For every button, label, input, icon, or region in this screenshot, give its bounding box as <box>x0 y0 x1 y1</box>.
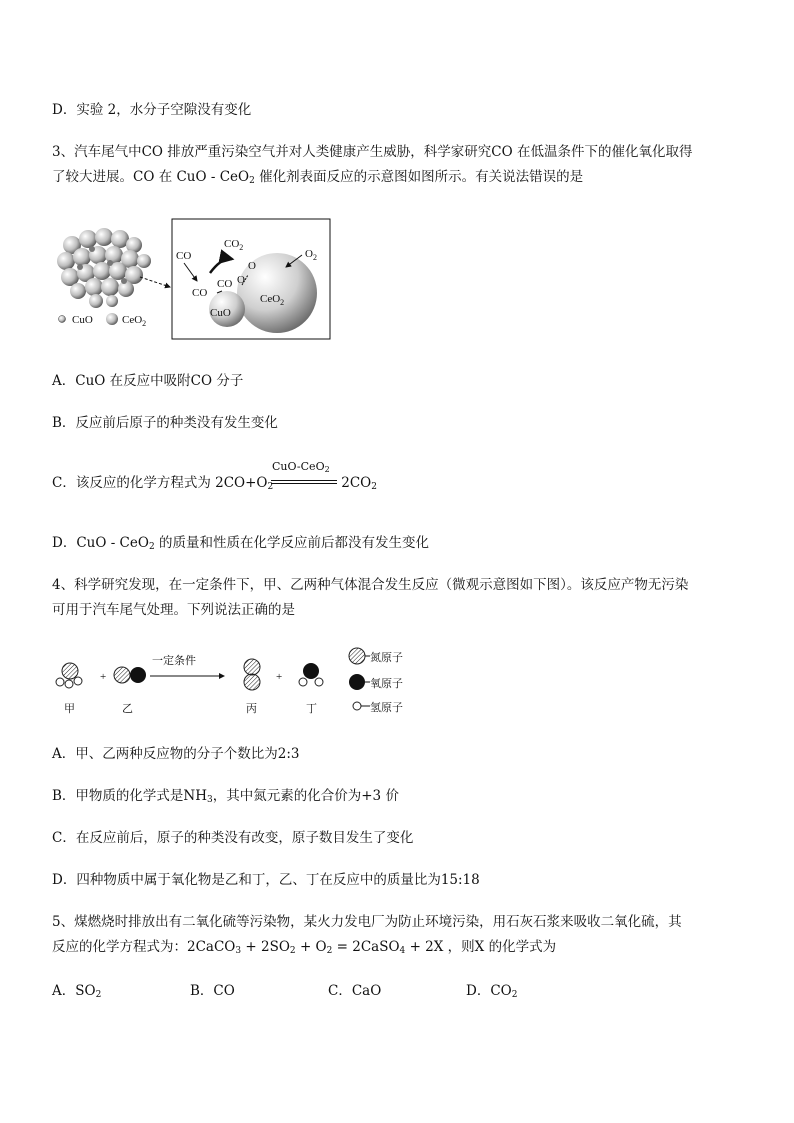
q3-equals-line <box>271 480 337 484</box>
svg-text:+: + <box>100 671 107 683</box>
q4-option-a: A．甲、乙两种反应物的分子个数比为2:3 <box>52 746 300 762</box>
svg-text:氮原子: 氮原子 <box>370 652 403 664</box>
ceo2-legend-icon <box>106 313 118 325</box>
q2-option-d: D．实验 2，水分子空隙没有变化 <box>52 102 252 118</box>
o2-label: $O_2$ <box>305 248 317 262</box>
svg-text:CuO: CuO <box>210 307 231 319</box>
q4-stem-line2: 可用于汽车尾气处理。下列说法正确的是 <box>52 602 295 618</box>
q3-stem-line1: 3、汽车尾气中CO 排放严重污染空气并对人类健康产生威胁，科学家研究CO 在低温条件下的催化氧化取得 <box>52 144 693 160</box>
co2-label: $CO_2$ <box>224 238 244 252</box>
q5-choice-c: C．CaO <box>328 983 382 999</box>
o-label-1: O <box>237 274 245 286</box>
q3-option-d: D．CuO - CeO2 的质量和性质在化学反应前后都没有发生变化 <box>52 535 429 552</box>
oxygen-atom-icon <box>349 674 365 690</box>
q4-option-b: B．甲物质的化学式是NH3，其中氮元素的化合价为+3 价 <box>52 788 399 805</box>
molecule-ding <box>299 663 323 686</box>
q3-option-a: A．CuO 在反应中吸附CO 分子 <box>52 373 244 389</box>
nitrogen-atom-icon <box>349 648 365 664</box>
catalyst-diagram <box>52 215 332 345</box>
svg-text:氢原子: 氢原子 <box>370 702 403 714</box>
svg-text:氧原子: 氧原子 <box>370 678 403 690</box>
q3-option-c: C．该反应的化学方程式为 2CO+O2 2CO2 <box>52 475 377 492</box>
q4-option-c: C．在反应前后，原子的种类没有改变，原子数目发生了变化 <box>52 830 414 846</box>
svg-text:+: + <box>276 671 283 683</box>
q5-choice-a: A．SO2 <box>52 983 102 1000</box>
q5-choice-d: D．CO2 <box>466 983 518 1000</box>
co-label-3: CO <box>217 278 233 290</box>
cuo-legend-label: CuO <box>72 314 93 326</box>
svg-text:CeO2: CeO$_2$ <box>260 293 285 307</box>
co-label-2: CO <box>192 287 208 299</box>
q4-stem-line1: 4、科学研究发现，在一定条件下，甲、乙两种气体混合发生反应（微观示意图如下图）。该反应产物无污染 <box>52 577 689 593</box>
q4-option-d: D．四种物质中属于氧化物是乙和丁，乙、丁在反应中的质量比为15:18 <box>52 872 480 888</box>
particle-cluster <box>57 228 151 308</box>
molecule-jia <box>56 663 82 688</box>
ceo2-legend-label: CeO$_2$ <box>122 314 147 328</box>
o-label-2: O <box>248 260 256 272</box>
molecule-bing <box>244 659 260 690</box>
label-ding: 丁 <box>306 703 317 715</box>
reaction-diagram <box>52 640 442 722</box>
q3-stem-line2: 了较大进展。CO 在 CuO - CeO2 催化剂表面反应的示意图如图所示。有关说法错误的是 <box>52 169 584 186</box>
label-yi: 乙 <box>122 703 133 715</box>
label-jia: 甲 <box>64 703 75 715</box>
reaction-condition: 一定条件 <box>152 655 196 667</box>
q5-stem-line2: 反应的化学方程式为：2CaCO3 + 2SO2 + O2 = 2CaSO4 + 2X ，则X 的化学式为 <box>52 939 557 956</box>
label-bing: 丙 <box>246 703 257 715</box>
co-label-1: CO <box>176 250 192 262</box>
q5-choice-b: B．CO <box>190 983 235 999</box>
molecule-yi <box>114 667 146 683</box>
q5-stem-line1: 5、煤燃烧时排放出有二氧化硫等污染物，某火力发电厂为防止环境污染，用石灰石浆来吸收二氧化硫，其 <box>52 914 682 930</box>
q3-reaction-condition: CuO-CeO2 <box>272 460 330 474</box>
q3-option-b: B．反应前后原子的种类没有发生变化 <box>52 415 278 431</box>
hydrogen-atom-icon <box>353 702 361 710</box>
cuo-legend-icon <box>59 316 66 323</box>
